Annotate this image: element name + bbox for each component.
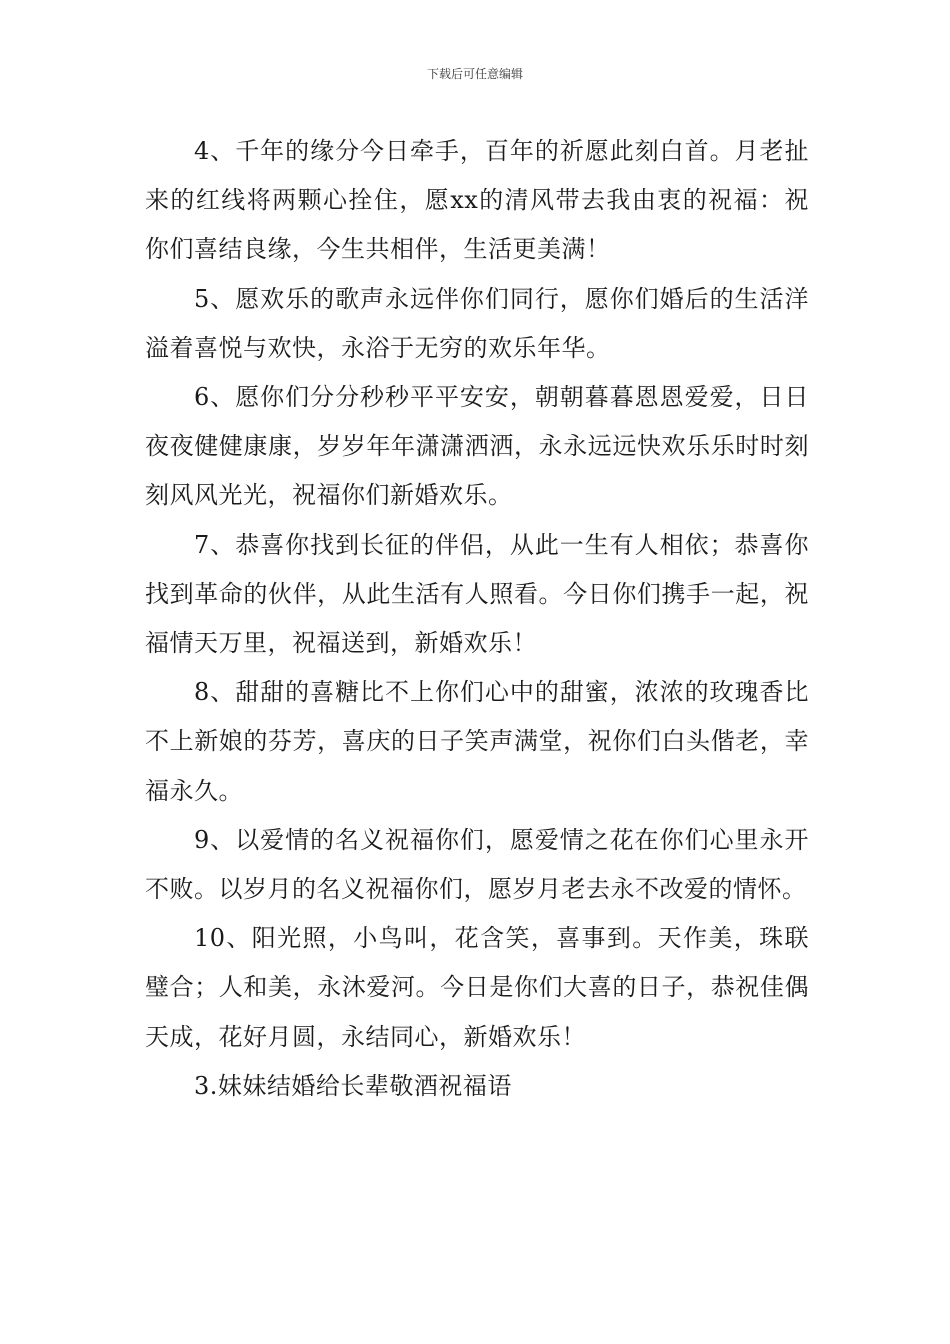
paragraph-10: 10、阳光照，小鸟叫，花含笑，喜事到。天作美，珠联璧合；人和美，永沐爱河。今日是你们大喜的日子，恭祝佳偶天成，花好月圆，永结同心，新婚欢乐！ — [145, 924, 809, 1051]
paragraph-5: 5、愿欢乐的歌声永远伴你们同行，愿你们婚后的生活洋溢着喜悦与欢快，永浴于无穷的欢乐年华。 — [145, 284, 809, 362]
paragraph-6: 6、愿你们分分秒秒平平安安，朝朝暮暮恩恩爱爱，日日夜夜健健康康，岁岁年年潇潇洒洒，永永远远快欢乐乐时时刻刻风风光光，祝福你们新婚欢乐。 — [145, 383, 809, 510]
paragraph-9: 9、以爱情的名义祝福你们，愿爱情之花在你们心里永开不败。以岁月的名义祝福你们，愿岁月老去永不改爱的情怀。 — [145, 825, 809, 904]
paragraph-8: 8、甜甜的喜糖比不上你们心中的甜蜜，浓浓的玫瑰香比不上新娘的芬芳，喜庆的日子笑声满堂，祝你们白头偕老，幸福永久。 — [145, 678, 809, 805]
document-body — [145, 127, 809, 1111]
page-header: 下载后可任意编辑 — [426, 67, 523, 81]
section-heading: 3.妹妹结婚给长辈敬酒祝福语 — [194, 1071, 512, 1100]
paragraph-4: 4、千年的缘分今日牵手，百年的祈愿此刻白首。月老扯来的红线将两颗心拴住，愿xx的清风带去我由衷的祝福：祝你们喜结良缘，今生共相伴，生活更美满！ — [145, 137, 809, 264]
paragraph-7: 7、恭喜你找到长征的伴侣，从此一生有人相依；恭喜你找到革命的伙伴，从此生活有人照看。今日你们携手一起，祝福情天万里，祝福送到，新婚欢乐！ — [145, 530, 809, 658]
